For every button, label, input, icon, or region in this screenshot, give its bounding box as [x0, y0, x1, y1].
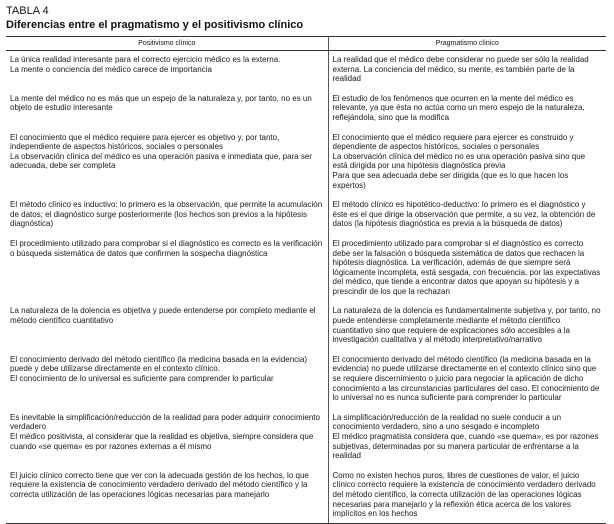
- cell-paragraph: El procedimiento utilizado para comprobar si el diagnóstico es correcto debe ser la falsación o búsqueda sistemática de datos que rechacen la hipótesis diagnóstica. La verificación, además de que siempre será lógicamente incompleta, está sesgada, con frecuencia, por las expectativas del médico, que tiende a encontrar datos que apoyan su hipótesis y a prescindir de los que la rechazan: [332, 238, 601, 296]
- cell-paragraph: El conocimiento que el médico requiere para ejercer es construido y dependiente de aspectos históricos, sociales o personales: [332, 132, 574, 152]
- column-header-pragmatismo: Pragmatismo clínico: [328, 37, 606, 51]
- spacer-cell: [6, 345, 328, 355]
- pragmatismo-cell: [328, 94, 606, 123]
- spacer-cell: [6, 296, 328, 306]
- cell-paragraph: El conocimiento que el médico requiere para ejercer es objetivo y, por tanto, independiente de aspectos históricos, sociales o personales: [10, 132, 280, 152]
- spacer-cell: [328, 229, 606, 239]
- positivismo-cell: [6, 94, 328, 123]
- cell-paragraph: El conocimiento derivado del método científico (la medicina basada en la evidencia) no puede utilizarse directamente en el contexto clínico sino que se requiere discernimiento o juicio para negociar la aplicación de dicho conocimiento a las circunstancias particulares del caso. El conocimiento de lo universal no es nunca suficiente para comprender lo particular: [332, 354, 600, 403]
- row-spacer: [6, 461, 606, 471]
- row-spacer: [6, 84, 606, 94]
- spacer-cell: [328, 461, 606, 471]
- row-spacer: [6, 190, 606, 200]
- pragmatismo-cell: [328, 133, 606, 191]
- cell-paragraph: La observación clínica del médico no es una operación pasiva sino que está dirigida por una hipótesis diagnóstica previa: [332, 151, 586, 171]
- table-row: [6, 55, 606, 84]
- row-spacer: [6, 123, 606, 133]
- spacer-cell: [328, 123, 606, 133]
- row-spacer: [6, 403, 606, 413]
- cell-paragraph: El médico positivista, al considerar que la realidad es objetiva, siempre considera que cuando «se quema» es por razones externas a él mismo: [10, 432, 314, 451]
- spacer-cell: [6, 229, 328, 239]
- table-row: [6, 355, 606, 403]
- pragmatismo-cell: [328, 471, 606, 519]
- cell-paragraph: La mente o conciencia del médico carece de importancia: [10, 64, 212, 74]
- cell-paragraph: La naturaleza de la dolencia es objetiva y puede entenderse por completo mediante el método científico cuantitativo: [10, 306, 316, 326]
- table-row: [6, 200, 606, 229]
- positivismo-cell: [6, 239, 328, 297]
- cell-paragraph: El método clínico es inductivo: lo primero es la observación, que permite la acumulación de datos; el diagnóstico surge posteriormente (los hechos son previos a la hipótesis diagnóstica): [10, 200, 323, 229]
- spacer-cell: [328, 190, 606, 200]
- cell-paragraph: El médico pragmatista considera que, cuando «se quema», es por razones subjetivas, determinadas por su manera particular de enfrentarse a la realidad: [332, 432, 599, 461]
- table-row: [6, 133, 606, 191]
- pragmatismo-cell: [328, 55, 606, 84]
- positivismo-cell: [6, 355, 328, 403]
- cell-paragraph: La simplificación/reducción de la realidad no suele conducir a un conocimiento verdadero, sino a uno sesgado e incompleto: [332, 412, 562, 432]
- row-spacer: [6, 345, 606, 355]
- positivismo-cell: [6, 133, 328, 191]
- spacer-cell: [6, 461, 328, 471]
- positivismo-cell: [6, 306, 328, 344]
- positivismo-cell: [6, 200, 328, 229]
- spacer-cell: [6, 403, 328, 413]
- pragmatismo-cell: [328, 239, 606, 297]
- cell-paragraph: La mente del médico no es más que un espejo de la naturaleza y, por tanto, no es un objeto de estudio interesante: [10, 93, 312, 113]
- cell-paragraph: El conocimiento derivado del método científico (la medicina basada en la evidencia) puede y debe utilizarse directamente en el contexto clínico.: [10, 354, 308, 374]
- row-spacer: [6, 296, 606, 306]
- cell-paragraph: El estudio de los fenómenos que ocurren en la mente del médico es relevante, ya que ésta no actúa como un mero espejo de la naturaleza, reflejándola, sino que la modifica: [332, 93, 585, 122]
- pragmatismo-cell: [328, 413, 606, 461]
- spacer-cell: [328, 84, 606, 94]
- positivismo-cell: [6, 413, 328, 461]
- cell-paragraph: La realidad que el médico debe considerar no puede ser sólo la realidad externa. La conciencia del médico, su mente, es también parte de la realidad: [332, 55, 589, 84]
- pragmatismo-cell: [328, 355, 606, 403]
- spacer-cell: [328, 403, 606, 413]
- cell-paragraph: El procedimiento utilizado para comprobar si el diagnóstico es correcto es la verificación o búsqueda sistemática de datos que confirmen la sospecha diagnóstica: [10, 238, 323, 258]
- spacer-cell: [328, 345, 606, 355]
- cell-paragraph: La observación clínica del médico es una operación pasiva e inmediata que, para ser adecuada, debe ser completa: [10, 151, 312, 171]
- table-row: [6, 413, 606, 461]
- column-header-positivismo: Positivismo clínico: [6, 37, 328, 51]
- cell-paragraph: El juicio clínico correcto tiene que ver con la adecuada gestión de los hechos, lo que requiere la existencia de conocimiento verdadero derivado del método científico y la correcta utilización de las operaciones lógicas necesarias para manejarlo: [10, 470, 309, 499]
- cell-paragraph: Para que sea adecuada debe ser dirigida (que es lo que hacen los expertos): [332, 170, 569, 190]
- positivismo-cell: [6, 55, 328, 84]
- table-title: Diferencias entre el pragmatismo y el positivismo clínico: [6, 19, 304, 31]
- spacer-cell: [6, 190, 328, 200]
- table-body: [6, 51, 606, 523]
- table-row: [6, 239, 606, 297]
- spacer-cell: [328, 296, 606, 306]
- cell-paragraph: Es inevitable la simplificación/reducción de la realidad para poder adquirir conocimiento verdadero: [10, 412, 320, 432]
- table-label: TABLA 4: [6, 5, 49, 17]
- table-row: [6, 306, 606, 344]
- cell-paragraph: La naturaleza de la dolencia es fundamentalmente subjetiva y, por tanto, no puede entenderse completamente mediante el método científico cuantitativo sino que requiere de explicaciones sólo accesibles a la investigación cualitativa y al método interpretativo/narrativo: [332, 306, 601, 345]
- spacer-cell: [6, 84, 328, 94]
- cell-paragraph: El método clínico es hipotético-deductivo: lo primero es el diagnóstico y éste es el que dirige la observación que permite, a su vez, la obtención de datos (la hipótesis diagnóstica es previa a la búsqueda de datos): [332, 200, 596, 229]
- table-header-row: [6, 37, 606, 51]
- pragmatismo-cell: [328, 200, 606, 229]
- spacer-cell: [6, 123, 328, 133]
- comparison-table: [6, 36, 606, 523]
- pragmatismo-cell: [328, 306, 606, 344]
- cell-paragraph: Como no existen hechos puros, libres de cuestiones de valor, el juicio clínico correcto requiere la existencia de conocimiento verdadero derivado del método científico, la correcta utilización de las operaciones lógicas necesarias para manejarlo y la reflexión ética acerca de los valores implícitos en los hechos: [332, 470, 596, 519]
- table-row: [6, 94, 606, 123]
- cell-paragraph: El conocimiento de lo universal es suficiente para comprender lo particular: [10, 374, 274, 384]
- table-row: [6, 471, 606, 519]
- positivismo-cell: [6, 471, 328, 519]
- document-page: [6, 5, 606, 524]
- row-spacer: [6, 229, 606, 239]
- cell-paragraph: La única realidad interesante para el correcto ejercicio médico es la externa.: [10, 55, 281, 64]
